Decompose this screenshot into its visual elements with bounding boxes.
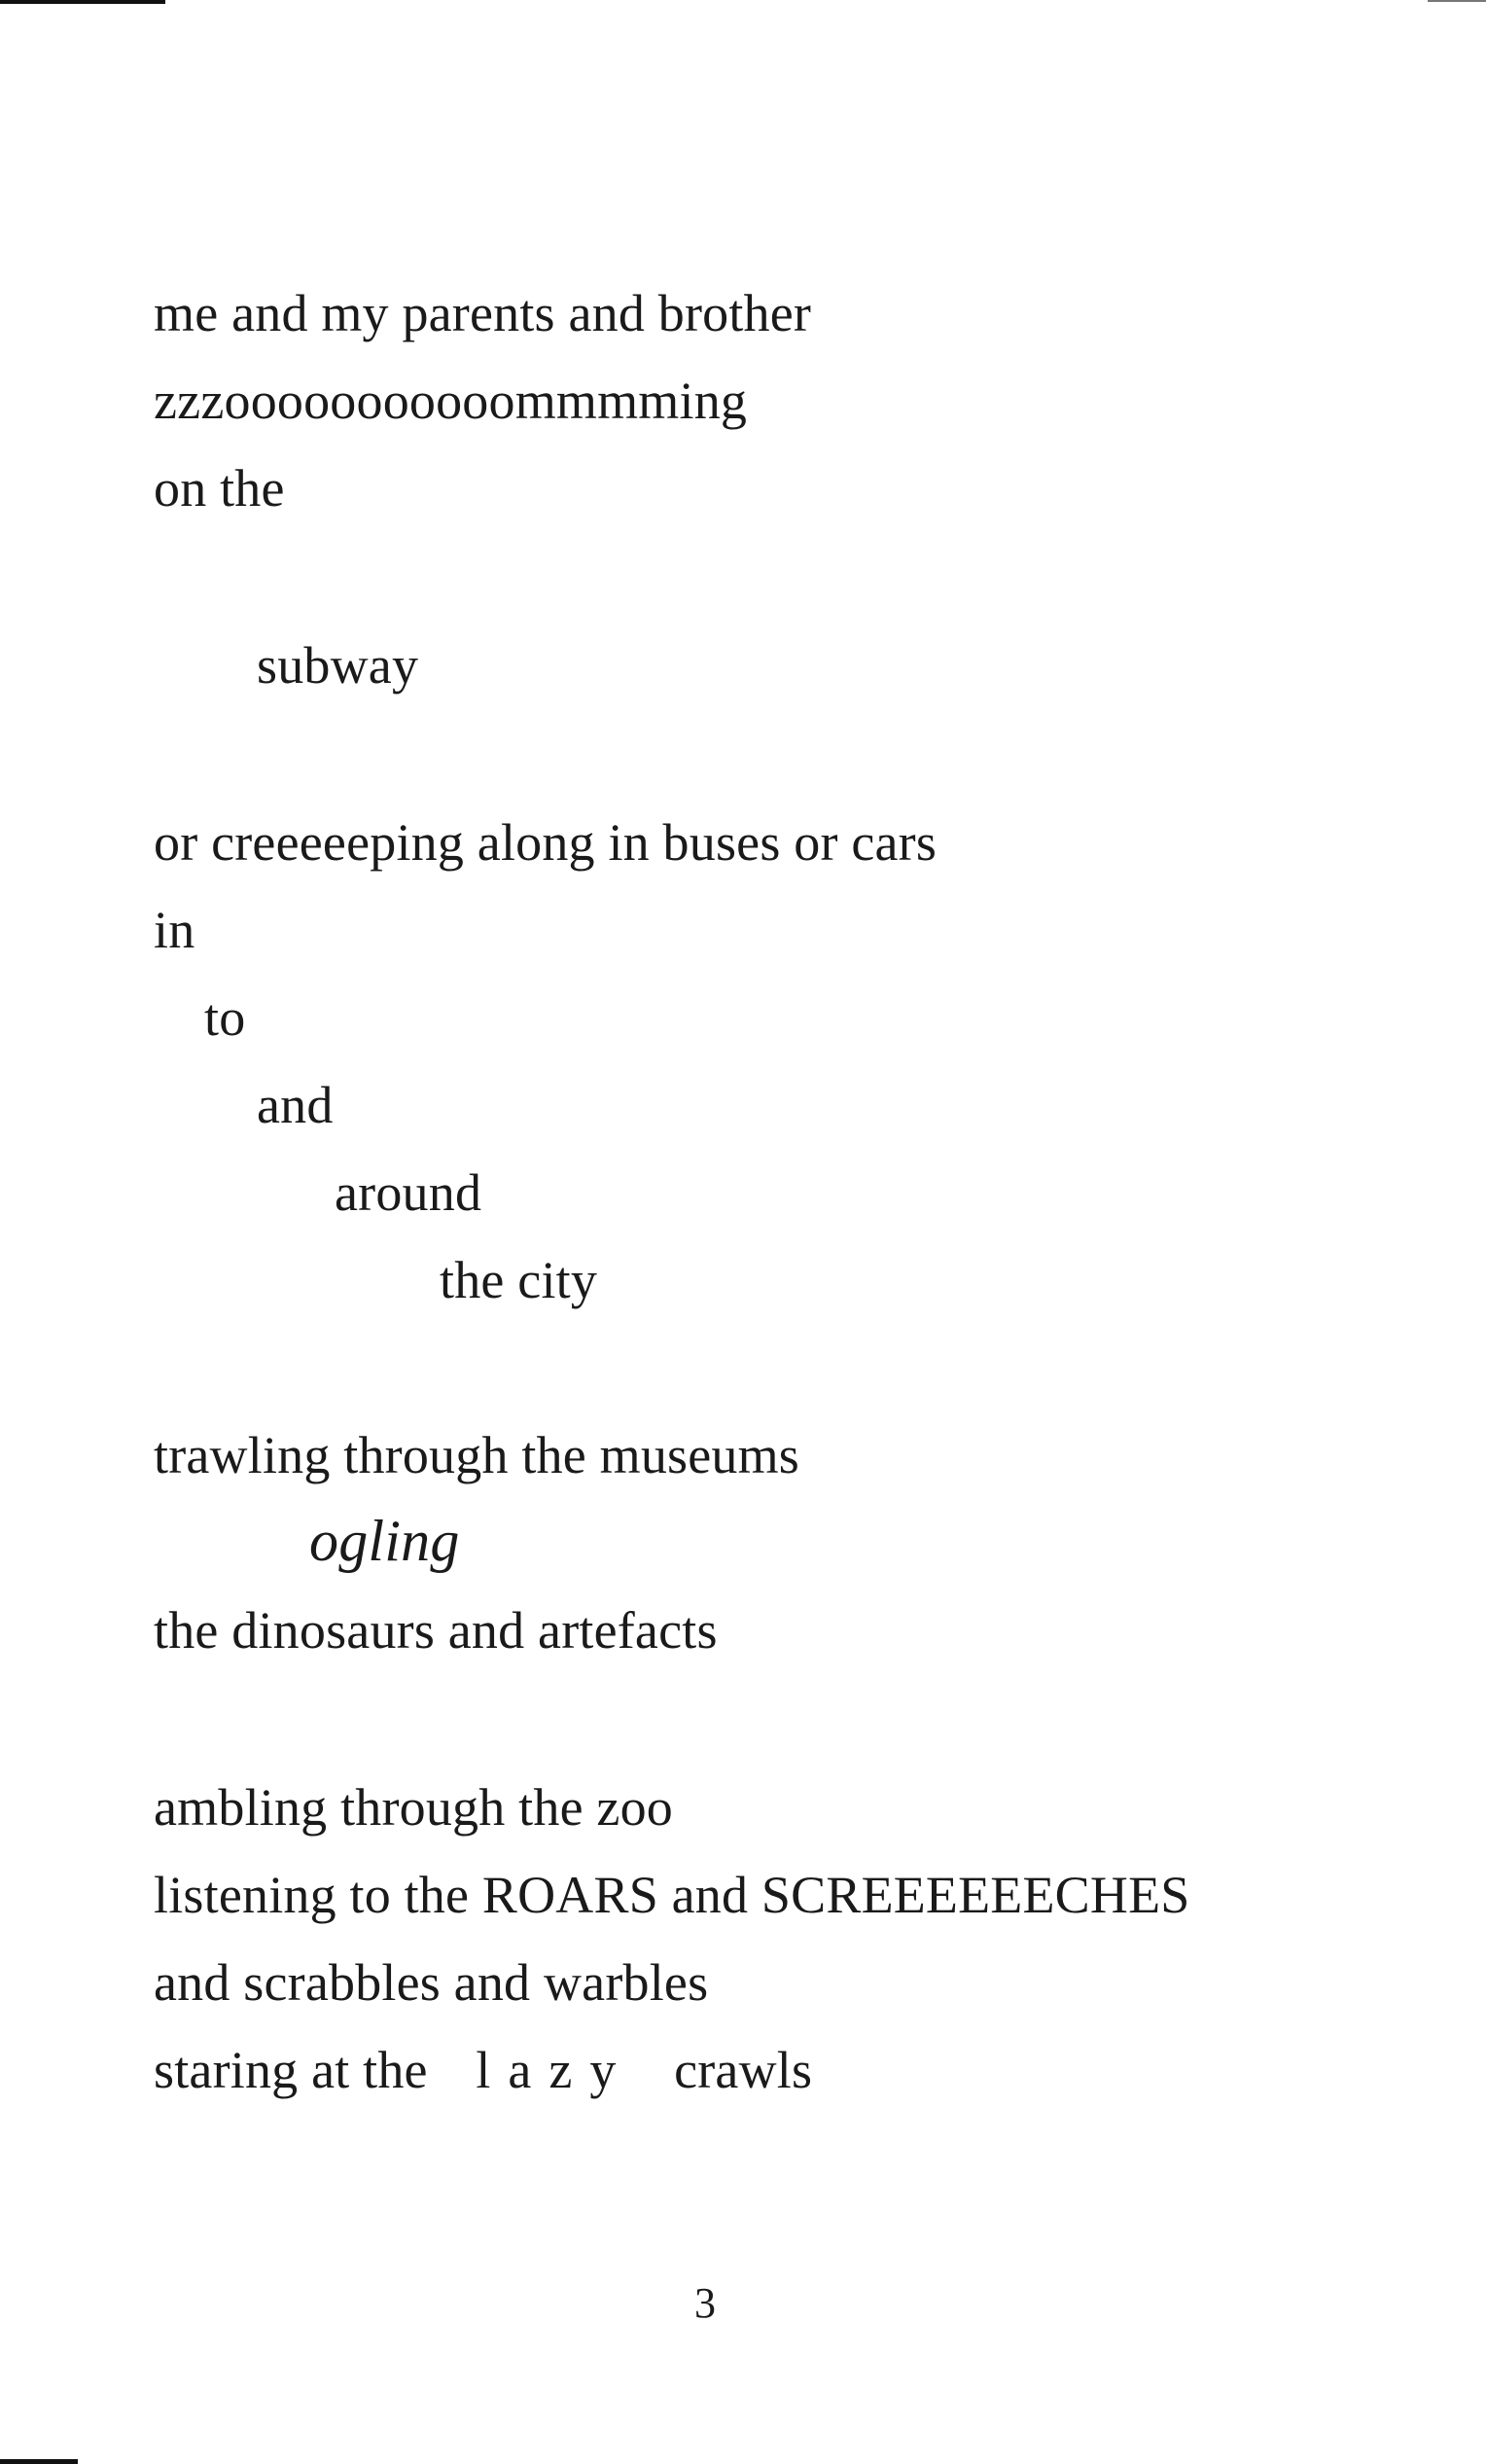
poem-line: on the [154,459,285,518]
poem-line-spaced-word: lazy [476,2041,634,2099]
poem-line: zzzooooooooooommmming [154,372,748,430]
poem-line-start: staring at the [154,2041,428,2099]
poem-line: or creeeeeping along in buses or cars [154,813,938,872]
poem-line: me and my parents and brother [154,284,812,342]
poem-line: the city [440,1251,598,1309]
poem-line: subway [257,636,419,695]
poem-line: around [335,1163,482,1222]
page-edge-shadow-bottom [0,2459,78,2464]
page-edge-shadow-top-right [1428,0,1486,2]
poem-line-end: crawls [674,2041,813,2099]
poem-line: to [204,988,246,1047]
poem-line: and scrabbles and warbles [154,1953,709,2012]
page-edge-shadow-top [0,0,165,4]
poem-line: and [257,1076,334,1134]
page-number: 3 [694,2279,716,2327]
poem-line: in [154,901,195,959]
poem-line: the dinosaurs and artefacts [154,1601,718,1660]
poem-line [154,2039,812,2101]
poem-line: trawling through the museums [154,1426,800,1484]
poem-line: ambling through the zoo [154,1778,674,1837]
poem-line: listening to the ROARS and SCREEEEEECHES [154,1866,1190,1924]
poem-line-italic: ogling [309,1509,460,1573]
